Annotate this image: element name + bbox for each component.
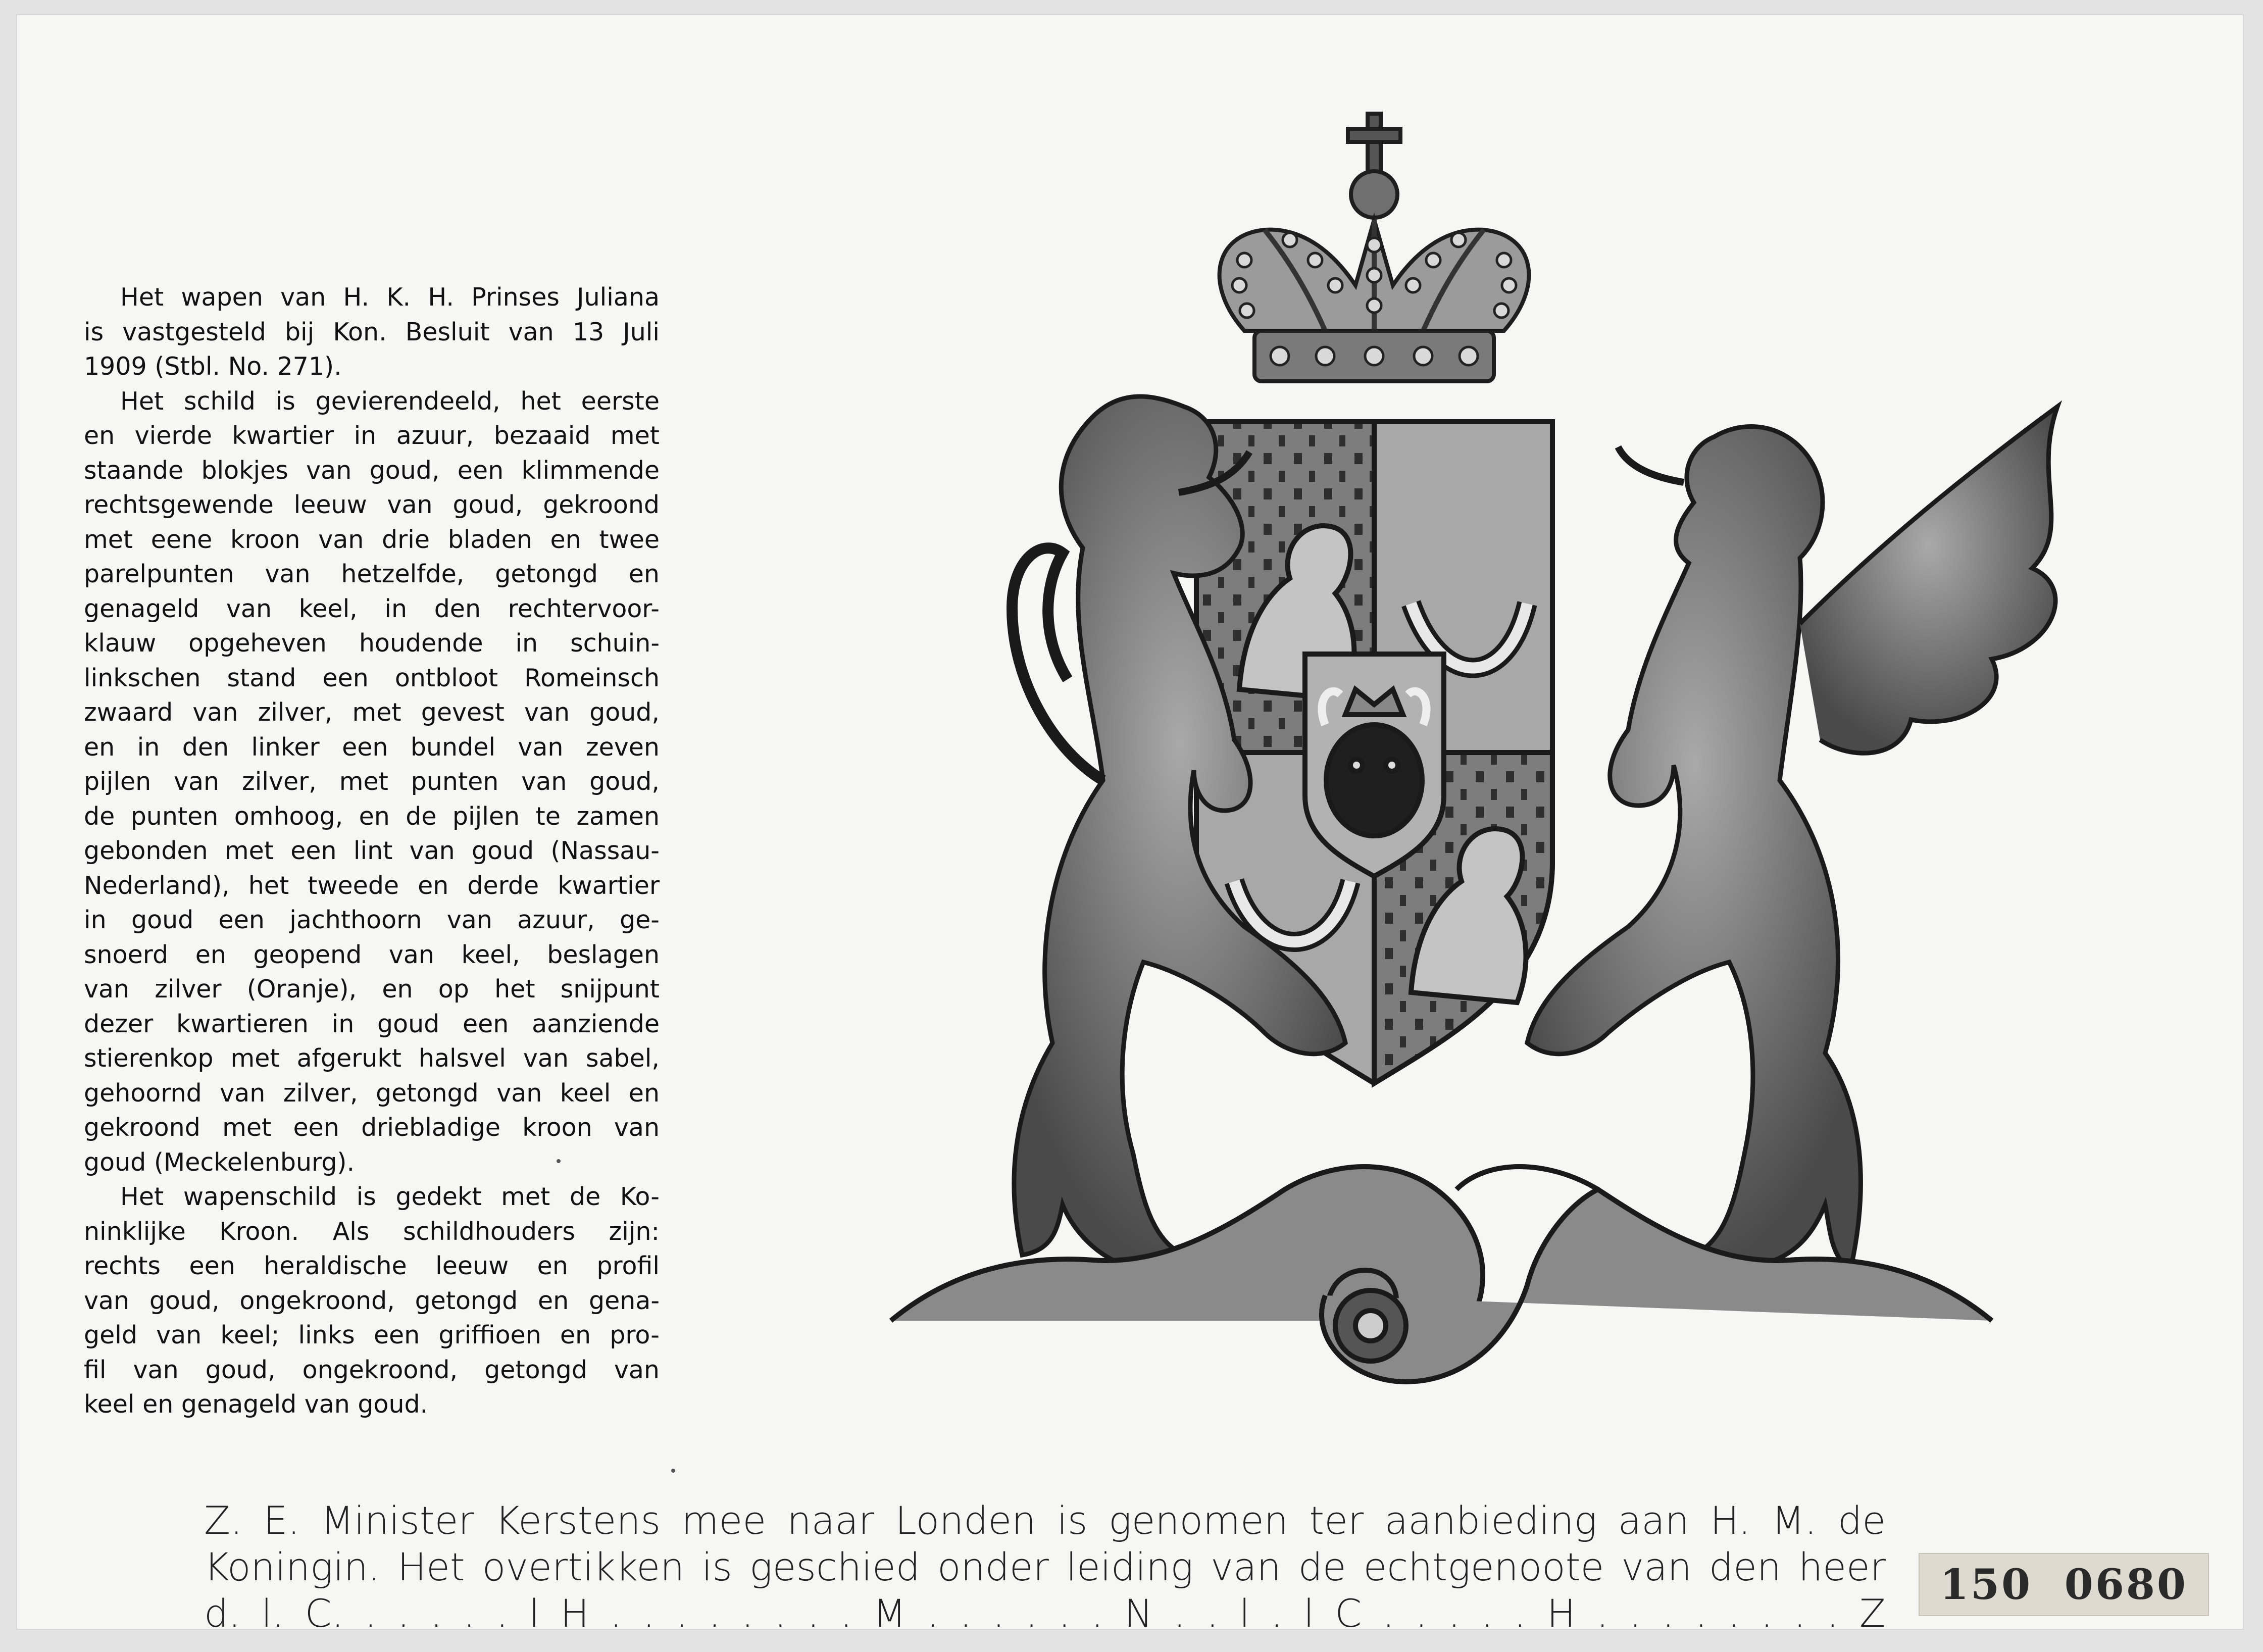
description-line: en vierde kwartier in azuur, bezaaid met (84, 421, 660, 450)
description-line: genageld van keel, in den rechtervoor- (84, 594, 660, 623)
description-line: snoerd en geopend van keel, beslagen (84, 940, 660, 969)
description-line: zwaard van zilver, met gevest van goud, (84, 698, 660, 727)
description-paragraph (84, 384, 660, 1180)
description-line: 1909 (Stbl. No. 271). (84, 352, 342, 381)
description-line: van goud, ongekroond, getongd en gena- (84, 1286, 660, 1315)
description-line: staande blokjes van goud, een klimmende (84, 456, 660, 485)
description-line: in goud een jachthoorn van azuur, ge- (84, 906, 660, 934)
description-line: de punten omhoog, en de pijlen te zamen (84, 802, 660, 831)
description-line: rechtsgewende leeuw van goud, gekroond (84, 490, 660, 519)
description-line: stierenkop met afgerukt halsvel van sabel, (84, 1044, 660, 1073)
description-line: gebonden met een lint van goud (Nassau- (84, 836, 660, 865)
description-line: goud (Meckelenburg). (84, 1147, 355, 1177)
archive-number-stamp (1919, 1553, 2209, 1616)
description-line: gekroond met een driebladige kroon van (84, 1113, 660, 1142)
description-line: linkschen stand een ontbloot Romeinsch (84, 663, 660, 692)
description-line: pijlen van zilver, met punten van goud, (84, 767, 660, 796)
description-line: keel en genageld van goud. (84, 1390, 428, 1419)
description-paragraph (84, 280, 660, 384)
description-line: parelpunten van hetzelfde, getongd en (84, 560, 660, 588)
description-line: ninklijke Kroon. Als schildhouders zijn: (84, 1217, 660, 1246)
speck (671, 1469, 675, 1473)
caption-line-3: d. l. C. . . . . . l H . . . . . . . . M . . . . . . N . . l . l C . . . . . H . . . . . . . . Z (204, 1591, 1886, 1636)
description-line: Het wapen van H. K. H. Prinses Juliana (120, 283, 660, 312)
speck (557, 1159, 561, 1163)
royal-crown (1220, 114, 1529, 381)
description-line: fil van goud, ongekroond, getongd van (84, 1355, 660, 1384)
description-line: dezer kwartieren in goud een aanziende (84, 1009, 660, 1038)
description-paragraph (84, 1180, 660, 1422)
caption-line-2: Koningin. Het overtikken is geschied onder leiding van de echtgenoote van den heer (204, 1544, 1886, 1589)
stamp-right-number: 0680 (2064, 1560, 2188, 1609)
description-line: Nederland), het tweede en derde kwartier (84, 871, 660, 900)
description-text (84, 280, 660, 1422)
griffin-supporter (1527, 407, 2057, 1270)
description-line: klauw opgeheven houdende in schuin- (84, 629, 660, 658)
description-line: geld van keel; links een griffioen en pro- (84, 1321, 660, 1349)
description-line: Het schild is gevierendeeld, het eerste (120, 386, 660, 416)
description-line: van zilver (Oranje), en op het snijpunt (84, 975, 660, 1004)
caption-line-1: Z. E. Minister Kerstens mee naar Londen is genomen ter aanbieding aan H. M. de (204, 1498, 1886, 1543)
description-line: Het wapenschild is gedekt met de Ko- (120, 1182, 660, 1211)
description-line: met eene kroon van drie bladen en twee (84, 525, 660, 554)
typed-caption (204, 1497, 1886, 1636)
photo-print (17, 15, 2243, 1636)
description-line: rechts een heraldische leeuw en profil (84, 1251, 660, 1280)
stamp-left-number: 150 (1940, 1560, 2033, 1609)
description-line: is vastgesteld bij Kon. Besluit van 13 Juli (84, 317, 660, 346)
description-line: gehoornd van zilver, getongd van keel en (84, 1078, 660, 1108)
coat-of-arms-illustration (739, 93, 2143, 1412)
description-line: en in den linker een bundel van zeven (84, 732, 660, 762)
